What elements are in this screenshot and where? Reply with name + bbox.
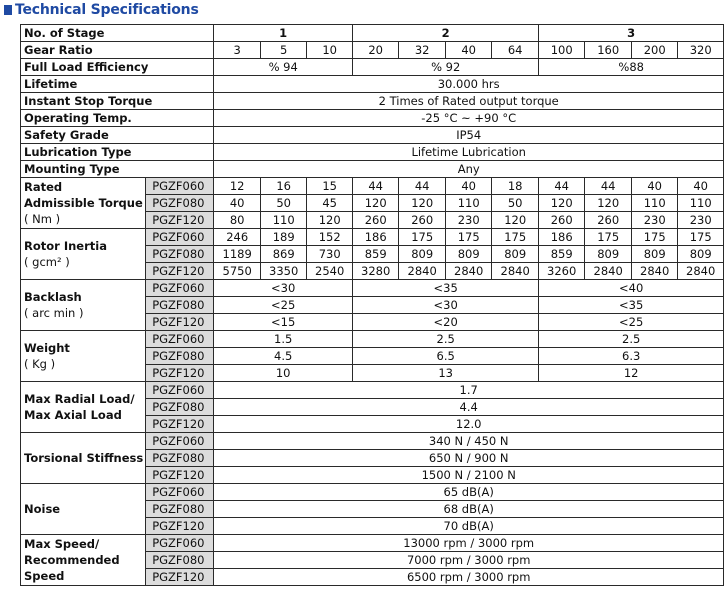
model-cell: PGZF060 <box>146 484 214 501</box>
inertia-cell: 5750 <box>214 263 261 280</box>
backlash-cell: <30 <box>214 280 353 297</box>
radial-cell: 1.7 <box>214 382 724 399</box>
ratio-cell: 320 <box>678 42 724 59</box>
inertia-cell: 859 <box>539 246 585 263</box>
table-row <box>21 76 724 93</box>
table-row <box>21 331 724 348</box>
speed-cell: 7000 rpm / 3000 rpm <box>214 552 724 569</box>
weight-cell: 2.5 <box>353 331 539 348</box>
weight-cell: 6.5 <box>353 348 539 365</box>
model-cell: PGZF060 <box>146 229 214 246</box>
table-row <box>21 93 724 110</box>
efficiency-cell: % 94 <box>214 59 353 76</box>
value-cell: Lifetime Lubrication <box>214 144 724 161</box>
group-label-unit: ( arc min ) <box>24 306 84 320</box>
table-row <box>21 59 724 76</box>
torque-cell: 40 <box>632 178 678 195</box>
noise-cell: 68 dB(A) <box>214 501 724 518</box>
group-label-unit: ( Nm ) <box>24 212 61 226</box>
group-label <box>21 229 146 280</box>
value-cell: 30.000 hrs <box>214 76 724 93</box>
torque-cell: 120 <box>585 195 632 212</box>
heading-square-icon <box>4 5 12 15</box>
ratio-cell: 10 <box>307 42 353 59</box>
table-row <box>21 144 724 161</box>
torque-cell: 230 <box>678 212 724 229</box>
model-cell: PGZF120 <box>146 263 214 280</box>
inertia-cell: 2840 <box>632 263 678 280</box>
torque-cell: 120 <box>353 195 399 212</box>
group-label-line: Max Radial Load/ <box>24 392 135 406</box>
group-label <box>21 484 146 535</box>
torque-cell: 120 <box>399 195 446 212</box>
table-row <box>21 280 724 297</box>
table-row <box>21 161 724 178</box>
group-label <box>21 535 146 586</box>
torque-cell: 18 <box>492 178 539 195</box>
inertia-cell: 859 <box>353 246 399 263</box>
torque-cell: 15 <box>307 178 353 195</box>
inertia-cell: 730 <box>307 246 353 263</box>
backlash-cell: <35 <box>353 280 539 297</box>
group-label-line: Weight <box>24 341 70 355</box>
ratio-cell: 160 <box>585 42 632 59</box>
ratio-cell: 5 <box>261 42 307 59</box>
inertia-cell: 809 <box>399 246 446 263</box>
stage-cell: 2 <box>353 25 539 42</box>
group-label-line: Max Speed/ <box>24 537 100 551</box>
model-cell: PGZF080 <box>146 399 214 416</box>
inertia-cell: 3350 <box>261 263 307 280</box>
model-cell: PGZF080 <box>146 450 214 467</box>
group-label-line: Admissible Torque <box>24 196 143 210</box>
weight-cell: 2.5 <box>539 331 724 348</box>
inertia-cell: 809 <box>446 246 492 263</box>
torque-cell: 44 <box>539 178 585 195</box>
table-row <box>21 382 724 399</box>
torque-cell: 50 <box>261 195 307 212</box>
radial-cell: 12.0 <box>214 416 724 433</box>
ratio-cell: 20 <box>353 42 399 59</box>
row-label: Full Load Efficiency <box>21 59 214 76</box>
torque-cell: 40 <box>678 178 724 195</box>
group-label-line: Torsional Stiffness <box>24 451 144 465</box>
stage-cell: 3 <box>539 25 724 42</box>
group-label <box>21 433 146 484</box>
model-cell: PGZF060 <box>146 331 214 348</box>
inertia-cell: 2840 <box>678 263 724 280</box>
torque-cell: 120 <box>492 212 539 229</box>
backlash-cell: <25 <box>539 314 724 331</box>
inertia-cell: 175 <box>492 229 539 246</box>
stage-cell: 1 <box>214 25 353 42</box>
inertia-cell: 809 <box>492 246 539 263</box>
model-cell: PGZF120 <box>146 314 214 331</box>
row-label: Instant Stop Torque <box>21 93 214 110</box>
group-label-unit: ( Kg ) <box>24 357 56 371</box>
torque-cell: 45 <box>307 195 353 212</box>
table-row <box>21 25 724 42</box>
torque-cell: 260 <box>399 212 446 229</box>
torsional-cell: 340 N / 450 N <box>214 433 724 450</box>
inertia-cell: 175 <box>399 229 446 246</box>
inertia-cell: 1189 <box>214 246 261 263</box>
torque-cell: 110 <box>678 195 724 212</box>
group-label <box>21 382 146 433</box>
torque-cell: 50 <box>492 195 539 212</box>
row-label: Operating Temp. <box>21 110 214 127</box>
model-cell: PGZF120 <box>146 467 214 484</box>
torque-cell: 120 <box>307 212 353 229</box>
inertia-cell: 2540 <box>307 263 353 280</box>
weight-cell: 1.5 <box>214 331 353 348</box>
weight-cell: 10 <box>214 365 353 382</box>
torque-cell: 260 <box>585 212 632 229</box>
noise-cell: 65 dB(A) <box>214 484 724 501</box>
radial-cell: 4.4 <box>214 399 724 416</box>
table-row <box>21 178 724 195</box>
group-label-line: Rotor Inertia <box>24 239 107 253</box>
ratio-cell: 3 <box>214 42 261 59</box>
value-cell: 2 Times of Rated output torque <box>214 93 724 110</box>
model-cell: PGZF060 <box>146 280 214 297</box>
inertia-cell: 175 <box>632 229 678 246</box>
model-cell: PGZF080 <box>146 246 214 263</box>
torque-cell: 230 <box>632 212 678 229</box>
backlash-cell: <20 <box>353 314 539 331</box>
model-cell: PGZF080 <box>146 348 214 365</box>
weight-cell: 4.5 <box>214 348 353 365</box>
group-label <box>21 331 146 382</box>
table-row <box>21 127 724 144</box>
inertia-cell: 869 <box>261 246 307 263</box>
group-label-line: Noise <box>24 502 61 516</box>
inertia-cell: 809 <box>585 246 632 263</box>
inertia-cell: 175 <box>678 229 724 246</box>
efficiency-cell: %88 <box>539 59 724 76</box>
table-row <box>21 229 724 246</box>
table-row <box>21 535 724 552</box>
page-title: Technical Specifications <box>15 2 199 18</box>
torque-cell: 40 <box>214 195 261 212</box>
inertia-cell: 2840 <box>585 263 632 280</box>
torque-cell: 12 <box>214 178 261 195</box>
table-row <box>21 110 724 127</box>
torque-cell: 260 <box>353 212 399 229</box>
backlash-cell: <15 <box>214 314 353 331</box>
table-row <box>21 484 724 501</box>
model-cell: PGZF120 <box>146 569 214 586</box>
torque-cell: 110 <box>446 195 492 212</box>
inertia-cell: 2840 <box>492 263 539 280</box>
model-cell: PGZF080 <box>146 297 214 314</box>
inertia-cell: 2840 <box>446 263 492 280</box>
torsional-cell: 1500 N / 2100 N <box>214 467 724 484</box>
torque-cell: 44 <box>353 178 399 195</box>
backlash-cell: <35 <box>539 297 724 314</box>
backlash-cell: <30 <box>353 297 539 314</box>
row-label: Safety Grade <box>21 127 214 144</box>
torque-cell: 230 <box>446 212 492 229</box>
torque-cell: 80 <box>214 212 261 229</box>
torque-cell: 16 <box>261 178 307 195</box>
inertia-cell: 186 <box>539 229 585 246</box>
inertia-cell: 175 <box>446 229 492 246</box>
inertia-cell: 186 <box>353 229 399 246</box>
inertia-cell: 246 <box>214 229 261 246</box>
model-cell: PGZF120 <box>146 518 214 535</box>
torque-cell: 110 <box>632 195 678 212</box>
ratio-cell: 32 <box>399 42 446 59</box>
row-label: Mounting Type <box>21 161 214 178</box>
value-cell: -25 °C ~ +90 °C <box>214 110 724 127</box>
inertia-cell: 152 <box>307 229 353 246</box>
spec-table <box>20 24 724 586</box>
model-cell: PGZF060 <box>146 382 214 399</box>
value-cell: IP54 <box>214 127 724 144</box>
row-label: Gear Ratio <box>21 42 214 59</box>
model-cell: PGZF080 <box>146 195 214 212</box>
model-cell: PGZF080 <box>146 552 214 569</box>
model-cell: PGZF060 <box>146 178 214 195</box>
noise-cell: 70 dB(A) <box>214 518 724 535</box>
group-label-line: Rated <box>24 180 63 194</box>
inertia-cell: 809 <box>632 246 678 263</box>
model-cell: PGZF120 <box>146 416 214 433</box>
inertia-cell: 3260 <box>539 263 585 280</box>
group-label-line: Speed <box>24 569 65 583</box>
group-label-line: Max Axial Load <box>24 408 122 422</box>
weight-cell: 13 <box>353 365 539 382</box>
group-label <box>21 178 146 229</box>
weight-cell: 12 <box>539 365 724 382</box>
inertia-cell: 189 <box>261 229 307 246</box>
inertia-cell: 175 <box>585 229 632 246</box>
speed-cell: 13000 rpm / 3000 rpm <box>214 535 724 552</box>
group-label-line: Backlash <box>24 290 82 304</box>
table-row <box>21 433 724 450</box>
torque-cell: 110 <box>261 212 307 229</box>
section-heading <box>4 0 199 20</box>
inertia-cell: 2840 <box>399 263 446 280</box>
inertia-cell: 3280 <box>353 263 399 280</box>
table-row <box>21 42 724 59</box>
group-label <box>21 280 146 331</box>
torque-cell: 44 <box>585 178 632 195</box>
model-cell: PGZF060 <box>146 535 214 552</box>
ratio-cell: 200 <box>632 42 678 59</box>
model-cell: PGZF060 <box>146 433 214 450</box>
backlash-cell: <40 <box>539 280 724 297</box>
row-label: No. of Stage <box>21 25 214 42</box>
model-cell: PGZF120 <box>146 365 214 382</box>
group-label-line: Recommended <box>24 553 120 567</box>
model-cell: PGZF080 <box>146 501 214 518</box>
row-label: Lubrication Type <box>21 144 214 161</box>
group-label-unit: ( gcm² ) <box>24 255 70 269</box>
weight-cell: 6.3 <box>539 348 724 365</box>
efficiency-cell: % 92 <box>353 59 539 76</box>
ratio-cell: 64 <box>492 42 539 59</box>
ratio-cell: 40 <box>446 42 492 59</box>
speed-cell: 6500 rpm / 3000 rpm <box>214 569 724 586</box>
torque-cell: 260 <box>539 212 585 229</box>
torque-cell: 40 <box>446 178 492 195</box>
ratio-cell: 100 <box>539 42 585 59</box>
backlash-cell: <25 <box>214 297 353 314</box>
inertia-cell: 809 <box>678 246 724 263</box>
torsional-cell: 650 N / 900 N <box>214 450 724 467</box>
torque-cell: 44 <box>399 178 446 195</box>
torque-cell: 120 <box>539 195 585 212</box>
model-cell: PGZF120 <box>146 212 214 229</box>
value-cell: Any <box>214 161 724 178</box>
row-label: Lifetime <box>21 76 214 93</box>
